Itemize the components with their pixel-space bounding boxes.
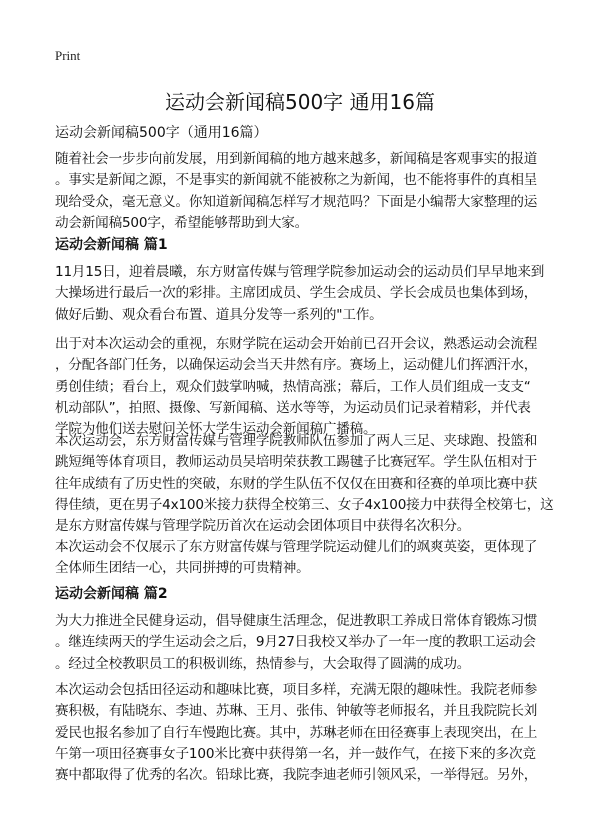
intro-paragraph bbox=[55, 149, 555, 234]
text-line: 。经过全校教职员工的积极训练，热情参与，大会取得了圆满的成功。 bbox=[55, 655, 471, 672]
text-line: 本次运动会，东方财富传媒与管理学院教师队伍参加了两人三足、夹球跑、投篮和 bbox=[55, 433, 538, 449]
text-line: 全体师生团结一心，共同拼搏的可贵精神。 bbox=[55, 560, 310, 577]
text-line: 随着社会一步步向前发展，用到新闻稿的地方越来越多，新闻稿是客观事实的报道 bbox=[55, 151, 538, 167]
print-link[interactable]: Print bbox=[55, 48, 81, 63]
text-line: 机动部队”，拍照、摄像、写新闻稿、送水等等，为运动员们记录着精彩，并代表 bbox=[55, 399, 531, 416]
paragraph bbox=[55, 537, 555, 580]
text-line: 赛中都取得了优秀的名次。铅球比赛，我院李迪老师引领风采，一举得冠。另外， bbox=[55, 767, 538, 784]
section-heading-1: 运动会新闻稿 篇1 bbox=[55, 237, 168, 253]
text-line: 学院为他们送去慰问关怀大学生运动会新闻稿广播稿。 bbox=[55, 421, 377, 438]
text-line: 。事实是新闻之源，不是事实的新闻就不能被称之为新闻，也不能将事件的真相呈 bbox=[55, 172, 538, 189]
section-heading-2: 运动会新闻稿 篇2 bbox=[55, 586, 168, 602]
text-line: 做好后勤、观众看台布置、道具分发等一系列的"工作。 bbox=[55, 306, 383, 323]
paragraph bbox=[55, 611, 555, 675]
text-line: ，分配各部门任务，以确保运动会当天井然有序。赛场上，运动健儿们挥洒汗水， bbox=[55, 357, 538, 374]
text-line: 现给受众，毫无意义。你知道新闻稿怎样写才规范吗？下面是小编帮大家整理的运 bbox=[55, 193, 538, 210]
paragraph bbox=[55, 680, 555, 786]
text-line: 跳短绳等体育项目，教师运动员吴培明荣获教工踢毽子比赛冠军。学生队伍相对于 bbox=[55, 454, 538, 471]
text-line: 午第一项田径赛事女子100米比赛中获得第一名，并一鼓作气，在接下来的多次竞 bbox=[55, 745, 536, 762]
page-title: 运动会新闻稿500字 通用16篇 bbox=[165, 90, 435, 114]
text-line: 出于对本次运动会的重视，东财学院在运动会开始前已召开会议，熟悉运动会流程 bbox=[55, 336, 538, 352]
text-line: 动会新闻稿500字，希望能够帮助到大家。 bbox=[55, 214, 309, 231]
text-line: 大操场进行最后一次的彩排。主席团成员、学生会成员、学长会成员也集体到场， bbox=[55, 285, 538, 302]
text-line: 。继连续两天的学生运动会之后，9月27日我校又举办了一年一度的教职工运动会 bbox=[55, 634, 536, 651]
text-line: 爱民也报名参加了自行车慢跑比赛。其中，苏琳老师在田径赛事上表现突出，在上 bbox=[55, 724, 538, 741]
text-line: 赛积极，有陆晓东、李迪、苏琳、王月、张伟、钟敏等老师报名，并且我院院长刘 bbox=[55, 703, 538, 720]
text-line: 往年成绩有了历史性的突破，东财的学生队伍不仅仅在田赛和径赛的单项比赛中获 bbox=[55, 475, 538, 492]
text-line: 勇创佳绩；看台上，观众们鼓掌呐喊，热情高涨；幕后，工作人员们组成一支支“ bbox=[55, 378, 531, 395]
text-line: 是东方财富传媒与管理学院历首次在运动会团体项目中获得名次积分。 bbox=[55, 518, 471, 535]
subtitle: 运动会新闻稿500字（通用16篇） bbox=[55, 125, 268, 141]
text-line: 本次运动会不仅展示了东方财富传媒与管理学院运动健儿们的飒爽英姿，更体现了 bbox=[55, 539, 538, 555]
paragraph bbox=[55, 334, 555, 440]
text-line: 得佳绩，更在男子4x100米接力获得全校第三、女子4x100接力中获得全校第七，这 bbox=[55, 496, 554, 513]
text-line: 为大力推进全民健身运动，倡导健康生活理念，促进教职工养成日常体育锻炼习惯 bbox=[55, 613, 538, 629]
paragraph bbox=[55, 262, 555, 326]
text-line: 本次运动会包括田径运动和趣味比赛，项目多样，充满无限的趣味性。我院老师参 bbox=[55, 682, 538, 698]
paragraph bbox=[55, 431, 555, 537]
text-line: 11月15日，迎着晨曦，东方财富传媒与管理学院参加运动会的运动员们早早地来到 bbox=[55, 264, 545, 280]
